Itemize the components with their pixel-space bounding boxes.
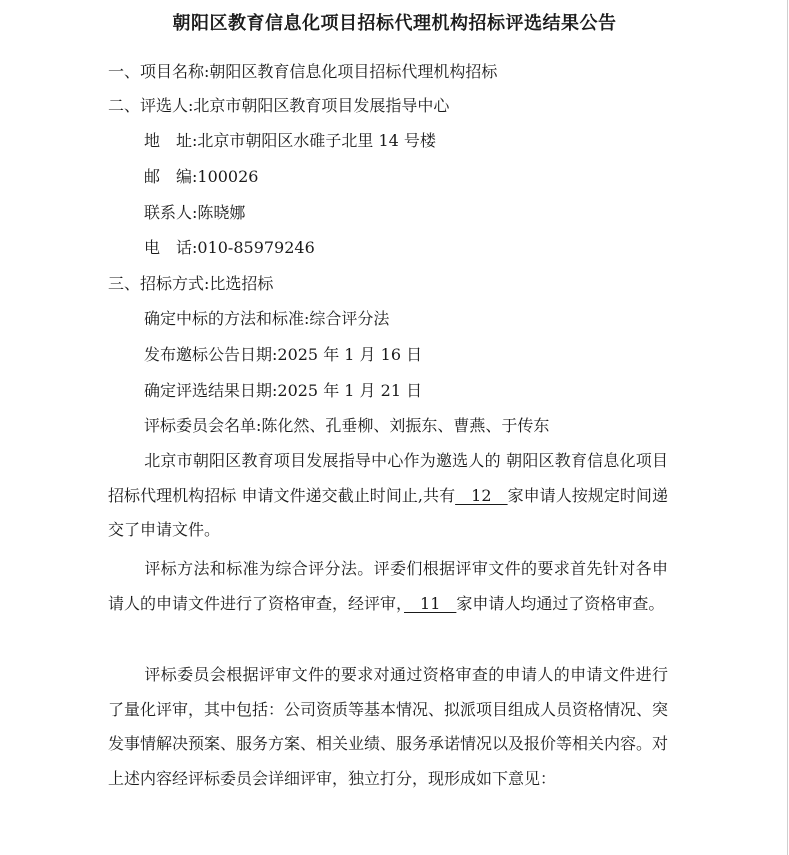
method-line: 三、招标方式:比选招标	[108, 274, 274, 293]
submission-text-b: 家申请人按规定时间递交了申请文件。	[108, 485, 668, 539]
phone-line: 电 话:010-85979246	[144, 238, 315, 257]
submission-text-a: 北京市朝阳区教育项目发展指导中心作为邀选人的 朝阳区教育信息化项目招标代理机构招标 申请文件递交截止时间止,共有	[108, 451, 668, 505]
submission-count: 12	[455, 485, 508, 505]
publish-date-line: 发布邀标公告日期:2025 年 1 月 16 日	[144, 345, 423, 364]
selector-line: 二、评选人:北京市朝阳区教育项目发展指导中心	[108, 96, 450, 115]
committee-line: 评标委员会名单:陈化然、孔垂柳、刘振东、曹燕、于传东	[144, 416, 550, 435]
submission-paragraph	[108, 444, 668, 548]
result-date-line: 确定评选结果日期:2025 年 1 月 21 日	[144, 381, 423, 400]
evaluation-paragraph	[108, 658, 668, 796]
address-line: 地 址:北京市朝阳区水碓子北里 14 号楼	[144, 131, 436, 150]
document-title: 朝阳区教育信息化项目招标代理机构招标评选结果公告	[172, 13, 617, 34]
qualification-text-b: 家申请人均通过了资格审查。	[456, 593, 665, 613]
qualification-text-a: 评标方法和标准为综合评分法。评委们根据评审文件的要求首先针对各申请人的申请文件进行了资格审查，经评审，	[108, 559, 668, 613]
qualification-count: 11	[404, 593, 457, 613]
page-edge	[787, 0, 788, 855]
postcode-line: 邮 编:100026	[144, 167, 259, 186]
criteria-line: 确定中标的方法和标准:综合评分法	[144, 309, 390, 328]
qualification-paragraph	[108, 552, 668, 621]
project-name-line: 一、项目名称:朝阳区教育信息化项目招标代理机构招标	[108, 62, 498, 81]
contact-line: 联系人:陈晓娜	[144, 203, 246, 222]
evaluation-text: 评标委员会根据评审文件的要求对通过资格审查的申请人的申请文件进行了量化评审，其中包括：公司资质等基本情况、拟派项目组成人员资格情况、突发事情解决预案、服务方案、相关业绩、服务承诺情况以及报价等相关内容。对上述内容经评标委员会详细评审，独立打分，现形成如下意见：	[108, 665, 669, 788]
